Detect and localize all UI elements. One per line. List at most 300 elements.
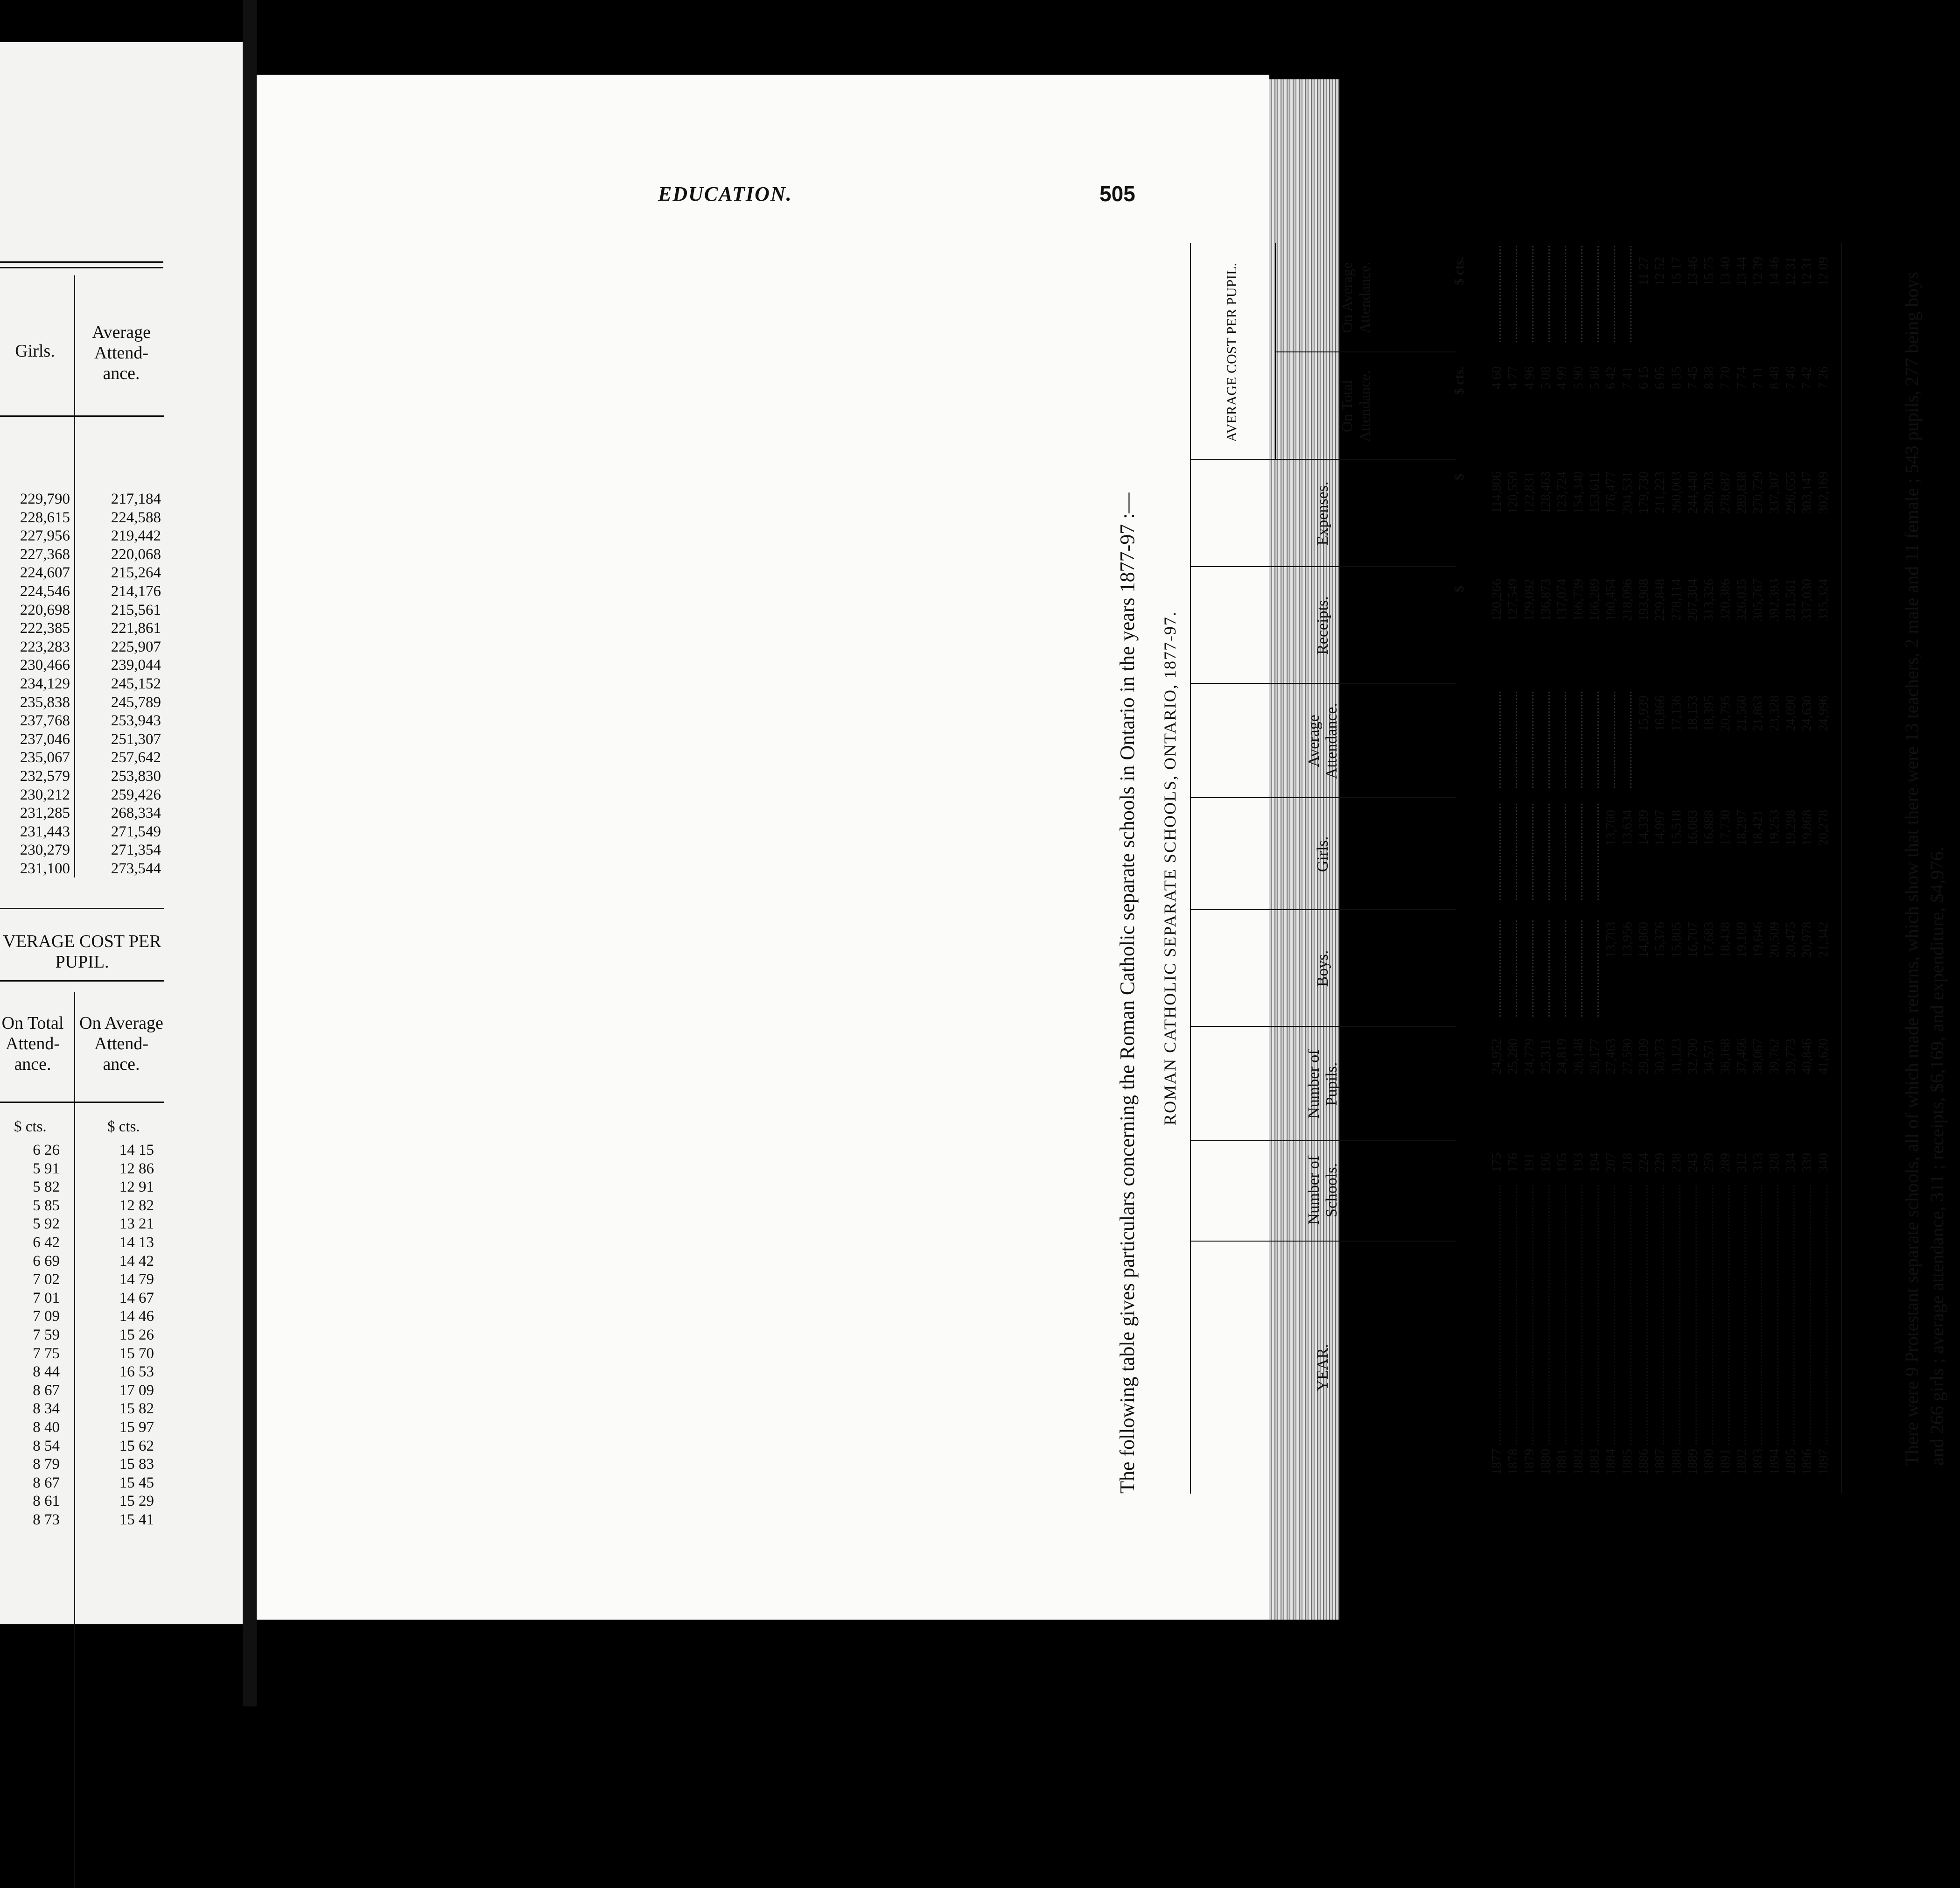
year-cell: 1894 ................................................................................	[1767, 1184, 1782, 1475]
cost-total-cell: 7 41	[1620, 366, 1635, 389]
unit-on-average: $ cts.	[1452, 257, 1467, 285]
pupils-cell: 38,067	[1751, 1039, 1765, 1074]
left-girls-cell: 227,368	[20, 546, 70, 563]
boys-cell: 20,475	[1784, 922, 1798, 958]
cost-total-cell: 6 95	[1653, 366, 1667, 389]
col-header-avg-attendance: Average Attendance.	[1305, 702, 1340, 779]
left-girls-cell: 224,546	[20, 583, 70, 600]
receipts-cell: 335,324	[1816, 579, 1831, 621]
pupils-cell: 39,773	[1784, 1039, 1798, 1074]
expenses-cell: 128,463	[1539, 471, 1553, 514]
table-title: ROMAN CATHOLIC SEPARATE SCHOOLS, ONTARIO, 1877-97.	[1161, 611, 1179, 1125]
empty-cell: ..............................	[1490, 803, 1504, 901]
left-cost-avg-cell: 14 15	[119, 1142, 154, 1158]
left-cost-total-cell: 5 91	[33, 1160, 60, 1177]
cost-avg-cell: 13 46	[1686, 257, 1700, 286]
left-cost-header: VERAGE COST PER PUPIL.	[3, 932, 161, 972]
schools-cell: 339	[1800, 1153, 1814, 1172]
cost-total-cell: 5 86	[1588, 366, 1602, 389]
left-cost-total-cell: 8 67	[33, 1382, 60, 1399]
left-avg-att-cell: 215,561	[111, 601, 161, 618]
year-cell: 1896 ................................................................................	[1800, 1184, 1814, 1475]
left-girls-cell: 231,443	[20, 823, 70, 840]
left-avg-att-cell: 259,426	[111, 786, 161, 803]
left-avg-att-cell: 251,307	[111, 730, 161, 748]
empty-cell: ..............................	[1506, 245, 1520, 343]
intro-text: The following table gives particulars concerning the Roman Catholic separate schools in Ontario in the years 1877-97 :—	[1116, 492, 1139, 1494]
left-girls-cell: 228,615	[20, 509, 70, 526]
left-girls-cell: 230,279	[20, 842, 70, 859]
avg-cell: 24,996	[1816, 695, 1831, 731]
column-rule	[74, 275, 75, 877]
receipts-cell: 278,114	[1669, 579, 1684, 621]
left-cost-total-cell: 8 73	[33, 1511, 60, 1528]
col-group-avg-cost: AVERAGE COST PER PUPIL.	[1224, 263, 1239, 442]
avg-cell: 21,560	[1735, 695, 1749, 731]
left-cost-total-cell: 7 59	[33, 1327, 60, 1343]
expenses-cell: 270,729	[1751, 471, 1765, 514]
cost-avg-cell: 15 17	[1669, 257, 1684, 286]
header-rule	[0, 415, 164, 417]
left-page	[0, 42, 243, 1624]
left-cost-avg-cell: 15 70	[119, 1345, 154, 1362]
year-cell: 1887 ................................................................................	[1653, 1184, 1667, 1475]
cost-avg-cell: 12 31	[1784, 257, 1798, 286]
left-avg-att-cell: 224,588	[111, 509, 161, 526]
left-cost-avg-cell: 14 13	[119, 1234, 154, 1251]
receipts-cell: 337,030	[1800, 579, 1814, 621]
receipts-cell: 267,304	[1686, 579, 1700, 621]
col-header-year: YEAR.	[1314, 1344, 1331, 1391]
empty-cell: ..............................	[1506, 803, 1520, 901]
left-avg-att-cell: 219,442	[111, 527, 161, 545]
empty-cell: ..............................	[1522, 919, 1537, 1018]
left-cost-total-cell: 8 79	[33, 1456, 60, 1473]
left-cost-avg-cell: 15 83	[119, 1456, 154, 1473]
unit-receipts: $	[1452, 586, 1467, 592]
receipts-cell: 392,393	[1767, 579, 1782, 621]
expenses-cell: 303,147	[1800, 471, 1814, 514]
girls-cell: 14,997	[1653, 810, 1667, 846]
receipts-cell: 320,386	[1718, 579, 1733, 621]
empty-cell: ..............................	[1490, 919, 1504, 1018]
book-gutter	[243, 0, 257, 1706]
expenses-cell: 302,169	[1816, 471, 1831, 514]
footnote: There were 9 Protestant separate schools, all of which made returns, which show that there were 13 teachers, 2 male and 11 female ; 543 pupils, 277 being boys and 266 girls ; average attendance, 311 ; receipts, $6,169, and expenditure, $4,976.	[1901, 272, 1947, 1466]
receipts-cell: 193,908	[1637, 579, 1651, 621]
left-avg-att-cell: 217,184	[111, 491, 161, 507]
receipts-cell: 129,092	[1522, 579, 1537, 621]
pupils-cell: 40,846	[1800, 1039, 1814, 1074]
boys-cell: 20,509	[1767, 922, 1782, 958]
year-cell: 1884 ................................................................................	[1604, 1184, 1618, 1475]
schools-cell: 238	[1669, 1153, 1684, 1172]
expenses-cell: 211,223	[1653, 471, 1667, 513]
expenses-cell: 122,831	[1522, 471, 1537, 514]
receipts-cell: 313,326	[1702, 579, 1716, 621]
cost-avg-cell: 13 40	[1718, 257, 1733, 286]
left-girls-cell: 224,607	[20, 564, 70, 582]
expenses-cell: 120,559	[1506, 471, 1520, 514]
left-girls-cell: 222,385	[20, 620, 70, 637]
girls-cell: 16,888	[1702, 810, 1716, 846]
receipts-cell: 166,289	[1588, 579, 1602, 621]
receipts-cell: 166,739	[1571, 579, 1586, 621]
avg-cell: 16,866	[1653, 695, 1667, 731]
schools-cell: 340	[1816, 1153, 1831, 1172]
col-rule	[1190, 1026, 1456, 1027]
col-rule	[1190, 459, 1456, 460]
avg-cell: 24,090	[1784, 695, 1798, 731]
expenses-cell: 123,724	[1555, 471, 1569, 514]
empty-cell: ..............................	[1571, 245, 1586, 343]
schools-cell: 191	[1522, 1153, 1537, 1172]
col-rule	[1190, 566, 1456, 567]
col-rule	[1190, 683, 1456, 684]
empty-cell: ..............................	[1522, 691, 1537, 789]
left-cost-total-cell: 5 82	[33, 1179, 60, 1196]
empty-cell: ..............................	[1490, 245, 1504, 343]
receipts-cell: 137,074	[1555, 579, 1569, 621]
double-rule	[0, 267, 163, 268]
empty-cell: ..............................	[1620, 245, 1635, 343]
expenses-cell: 337,307	[1767, 471, 1782, 514]
left-cost-avg-cell: 15 62	[119, 1437, 154, 1454]
left-on-total-header: On Total Attend-ance.	[1, 1013, 64, 1074]
avg-cell: 24,630	[1800, 695, 1814, 731]
receipts-cell: 331,561	[1784, 579, 1798, 621]
cost-avg-cell: 13 44	[1735, 257, 1749, 286]
empty-cell: ..............................	[1555, 803, 1569, 901]
empty-cell: ..............................	[1555, 245, 1569, 343]
cost-avg-cell: 12 52	[1653, 257, 1667, 286]
left-avg-att-cell: 221,861	[111, 620, 161, 637]
left-avg-att-cell: 215,264	[111, 564, 161, 582]
pupils-cell: 27,463	[1604, 1039, 1618, 1074]
boys-cell: 16,707	[1686, 922, 1700, 958]
empty-cell: ..............................	[1588, 919, 1602, 1018]
left-avg-att-cell: 214,176	[111, 583, 161, 600]
girls-cell: 13,760	[1604, 810, 1618, 846]
pupils-cell: 34,571	[1702, 1039, 1716, 1074]
empty-cell: ..............................	[1588, 691, 1602, 789]
expenses-cell: 176,477	[1604, 471, 1618, 514]
year-cell: 1881 ................................................................................	[1555, 1184, 1569, 1475]
left-unit-1: $ cts.	[14, 1118, 47, 1135]
expenses-cell: 289,838	[1735, 471, 1749, 514]
expenses-cell: 244,440	[1686, 471, 1700, 514]
left-cost-avg-cell: 14 67	[119, 1289, 154, 1306]
left-cost-total-cell: 5 85	[33, 1197, 60, 1214]
left-on-average-header: On Average Attend-ance.	[79, 1013, 163, 1074]
cost-total-cell: 5 90	[1571, 366, 1586, 389]
left-girls-cell: 234,129	[20, 675, 70, 692]
unit-expenses: $	[1452, 474, 1467, 480]
cost-total-cell: 7 74	[1735, 366, 1749, 389]
empty-cell: ..............................	[1539, 245, 1553, 343]
avg-cell: 21,863	[1751, 695, 1765, 731]
expenses-cell: 204,531	[1620, 471, 1635, 514]
receipts-cell: 120,266	[1490, 579, 1504, 621]
cost-total-cell: 8 35	[1669, 366, 1684, 389]
girls-cell: 20,278	[1816, 810, 1831, 846]
table-bottom-rule	[1841, 243, 1842, 1494]
receipts-cell: 326,035	[1735, 579, 1749, 621]
girls-cell: 15,518	[1669, 810, 1684, 846]
left-cost-total-cell: 8 67	[33, 1474, 60, 1491]
col-rule	[1190, 1140, 1456, 1141]
empty-cell: ..............................	[1571, 919, 1586, 1018]
cost-total-cell: 7 45	[1686, 366, 1700, 389]
cost-total-cell: 7 26	[1816, 366, 1831, 389]
avg-cell: 15,939	[1637, 695, 1651, 731]
schools-cell: 194	[1588, 1153, 1602, 1172]
empty-cell: ..............................	[1588, 803, 1602, 901]
empty-cell: ..............................	[1620, 691, 1635, 789]
cost-avg-cell: 12 39	[1751, 257, 1765, 286]
cost-total-cell: 7 42	[1800, 366, 1814, 389]
pupils-cell: 36,168	[1718, 1039, 1733, 1074]
empty-cell: ..............................	[1506, 691, 1520, 789]
left-cost-total-cell: 7 75	[33, 1345, 60, 1362]
cost-total-cell: 8 48	[1767, 366, 1782, 389]
left-cost-avg-cell: 14 42	[119, 1252, 154, 1270]
left-cost-avg-cell: 15 45	[119, 1474, 154, 1491]
empty-cell: ..............................	[1539, 691, 1553, 789]
col-header-receipts: Receipts.	[1314, 596, 1331, 655]
empty-cell: ..............................	[1588, 245, 1602, 343]
boys-cell: 15,805	[1669, 922, 1684, 958]
col-header-expenses: Expenses.	[1314, 481, 1331, 546]
receipts-cell: 127,549	[1506, 579, 1520, 621]
avg-cell: 17,136	[1669, 695, 1684, 731]
pupils-cell: 41,620	[1816, 1039, 1831, 1074]
cost-total-cell: 7 70	[1718, 366, 1733, 389]
left-cost-total-cell: 7 02	[33, 1271, 60, 1288]
group-rule	[1275, 243, 1276, 460]
schools-cell: 289	[1718, 1153, 1733, 1172]
cost-avg-cell: 12 31	[1800, 257, 1814, 286]
cost-total-cell: 4 96	[1522, 366, 1537, 389]
cost-total-cell: 6 15	[1637, 366, 1651, 389]
year-cell: 1886 ................................................................................	[1637, 1184, 1651, 1475]
pupils-cell: 27,590	[1620, 1039, 1635, 1074]
left-cost-avg-cell: 13 21	[119, 1215, 154, 1233]
left-avg-att-header: Average Attend-ance.	[92, 323, 151, 383]
left-avg-att-cell: 253,830	[111, 768, 161, 785]
boys-cell: 21,342	[1816, 922, 1831, 958]
year-cell: 1889 ................................................................................	[1686, 1184, 1700, 1475]
left-cost-avg-cell: 12 86	[119, 1160, 154, 1177]
empty-cell: ..............................	[1490, 691, 1504, 789]
left-avg-att-cell: 245,152	[111, 675, 161, 692]
girls-cell: 13,634	[1620, 810, 1635, 846]
boys-cell: 13,956	[1620, 922, 1635, 958]
cost-total-cell: 7 11	[1751, 366, 1765, 389]
year-cell: 1890 ................................................................................	[1702, 1184, 1716, 1475]
receipts-cell: 229,848	[1653, 579, 1667, 621]
left-girls-cell: 231,100	[20, 860, 70, 877]
schools-cell: 193	[1571, 1153, 1586, 1172]
cost-total-cell: 4 60	[1490, 366, 1504, 389]
left-cost-avg-cell: 15 29	[119, 1493, 154, 1510]
avg-cell: 18,153	[1686, 695, 1700, 731]
boys-cell: 17,683	[1702, 922, 1716, 958]
pupils-cell: 26,148	[1571, 1039, 1586, 1074]
left-avg-att-cell: 273,544	[111, 860, 161, 877]
expenses-cell: 154,340	[1571, 471, 1586, 514]
pupils-cell: 31,123	[1669, 1039, 1684, 1074]
left-cost-total-cell: 8 40	[33, 1419, 60, 1436]
schools-cell: 175	[1490, 1153, 1504, 1172]
pupils-cell: 26,177	[1588, 1039, 1602, 1074]
schools-cell: 229	[1653, 1153, 1667, 1172]
left-girls-cell: 237,046	[20, 730, 70, 748]
left-cost-total-cell: 5 92	[33, 1215, 60, 1233]
boys-cell: 15,376	[1653, 922, 1667, 958]
left-cost-total-cell: 6 26	[33, 1142, 60, 1158]
girls-cell: 17,730	[1718, 810, 1733, 846]
left-cost-avg-cell: 17 09	[119, 1382, 154, 1399]
left-cost-total-cell: 7 01	[33, 1289, 60, 1306]
page-number: 505	[1099, 182, 1135, 206]
year-cell: 1895 ................................................................................	[1784, 1184, 1798, 1475]
col-rule	[1190, 1241, 1456, 1242]
column-rule	[74, 992, 75, 1888]
pupils-cell: 29,199	[1637, 1039, 1651, 1074]
expenses-cell: 179,730	[1637, 471, 1651, 514]
schools-cell: 313	[1751, 1153, 1765, 1172]
schools-cell: 259	[1702, 1153, 1716, 1172]
left-girls-cell: 230,212	[20, 786, 70, 803]
empty-cell: ..............................	[1506, 919, 1520, 1018]
left-avg-att-cell: 271,354	[111, 842, 161, 859]
left-cost-total-cell: 6 69	[33, 1252, 60, 1270]
year-cell: 1897 ................................................................................	[1816, 1184, 1831, 1475]
pupils-cell: 37,466	[1735, 1039, 1749, 1074]
year-cell: 1888 ................................................................................	[1669, 1184, 1684, 1475]
left-cost-avg-cell: 14 79	[119, 1271, 154, 1288]
left-avg-att-cell: 257,642	[111, 749, 161, 766]
schools-cell: 243	[1686, 1153, 1700, 1172]
left-cost-total-cell: 8 61	[33, 1493, 60, 1510]
col-rule	[1276, 351, 1456, 352]
pupils-cell: 24,779	[1522, 1039, 1537, 1074]
schools-cell: 218	[1620, 1153, 1635, 1172]
left-girls-cell: 227,956	[20, 527, 70, 545]
boys-cell: 18,438	[1718, 922, 1733, 958]
year-cell: 1879 ................................................................................	[1522, 1184, 1537, 1475]
section-rule	[0, 908, 164, 909]
boys-cell: 19,169	[1735, 922, 1749, 958]
left-cost-avg-cell: 16 53	[119, 1363, 154, 1381]
empty-cell: ..............................	[1522, 245, 1537, 343]
girls-cell: 19,253	[1767, 810, 1782, 846]
empty-cell: ..............................	[1571, 691, 1586, 789]
col-header-on-total: On Total Attendance.	[1338, 370, 1373, 442]
left-avg-att-cell: 225,907	[111, 638, 161, 655]
cost-total-cell: 4 77	[1506, 366, 1520, 389]
schools-cell: 195	[1555, 1153, 1569, 1172]
schools-cell: 312	[1735, 1153, 1749, 1172]
table-top-rule	[1190, 243, 1191, 1494]
year-cell: 1882 ................................................................................	[1571, 1184, 1586, 1475]
cost-avg-cell: 14 46	[1767, 257, 1782, 286]
pupils-cell: 39,762	[1767, 1039, 1782, 1074]
left-avg-att-cell: 271,549	[111, 823, 161, 840]
left-avg-att-cell: 239,044	[111, 657, 161, 674]
cost-total-cell: 8 38	[1702, 366, 1716, 389]
unit-on-total: $ cts.	[1452, 366, 1467, 395]
cost-total-cell: 5 08	[1539, 366, 1553, 389]
pupils-cell: 32,790	[1686, 1039, 1700, 1074]
left-avg-att-cell: 253,943	[111, 712, 161, 730]
cost-total-cell: 4 99	[1555, 366, 1569, 389]
girls-cell: 19,868	[1800, 810, 1814, 846]
pupils-cell: 25,311	[1539, 1039, 1553, 1074]
left-girls-cell: 220,698	[20, 601, 70, 618]
schools-cell: 224	[1637, 1153, 1651, 1172]
year-cell: 1891 ................................................................................	[1718, 1184, 1733, 1475]
year-cell: 1883 ................................................................................	[1588, 1184, 1602, 1475]
col-header-girls: Girls.	[1314, 836, 1331, 872]
boys-cell: 14,860	[1637, 922, 1651, 958]
boys-cell: 20,978	[1800, 922, 1814, 958]
left-cost-avg-cell: 15 41	[119, 1511, 154, 1528]
left-cost-avg-cell: 15 97	[119, 1419, 154, 1436]
col-header-on-average: On Average Attendance.	[1338, 261, 1373, 334]
schools-cell: 334	[1784, 1153, 1798, 1172]
schools-cell: 196	[1539, 1153, 1553, 1172]
left-girls-cell: 235,838	[20, 694, 70, 711]
receipts-cell: 305,767	[1751, 579, 1765, 621]
cost-avg-cell: 15 75	[1702, 257, 1716, 286]
girls-cell: 19,298	[1784, 810, 1798, 846]
empty-cell: ..............................	[1522, 803, 1537, 901]
left-avg-att-cell: 245,789	[111, 694, 161, 711]
cost-total-cell: 7 46	[1784, 366, 1798, 389]
left-cost-avg-cell: 12 91	[119, 1179, 154, 1196]
receipts-cell: 136,873	[1539, 579, 1553, 621]
left-cost-avg-cell: 12 82	[119, 1197, 154, 1214]
schools-cell: 176	[1506, 1153, 1520, 1172]
empty-cell: ..............................	[1604, 245, 1618, 343]
year-cell: 1878 ................................................................................	[1506, 1184, 1520, 1475]
left-girls-cell: 230,466	[20, 657, 70, 674]
left-cost-total-cell: 7 09	[33, 1308, 60, 1325]
expenses-cell: 296,655	[1784, 471, 1798, 514]
pupils-cell: 30,373	[1653, 1039, 1667, 1074]
double-rule	[0, 261, 163, 263]
left-unit-2: $ cts.	[107, 1118, 140, 1135]
left-avg-att-cell: 220,068	[111, 546, 161, 563]
pupils-cell: 24,819	[1555, 1039, 1569, 1074]
left-cost-total-cell: 8 44	[33, 1363, 60, 1381]
col-rule	[1190, 909, 1456, 910]
col-header-boys: Boys.	[1314, 950, 1331, 987]
left-cost-total-cell: 6 42	[33, 1234, 60, 1251]
girls-cell: 18,297	[1735, 810, 1749, 846]
left-cost-avg-cell: 15 82	[119, 1400, 154, 1418]
boys-cell: 13,703	[1604, 922, 1618, 958]
schools-cell: 328	[1767, 1153, 1782, 1172]
expenses-cell: 114,806	[1490, 471, 1504, 513]
girls-cell: 16,083	[1686, 810, 1700, 846]
empty-cell: ..............................	[1555, 919, 1569, 1018]
left-girls-cell: 223,283	[20, 638, 70, 655]
empty-cell: ..............................	[1539, 919, 1553, 1018]
empty-cell: ..............................	[1555, 691, 1569, 789]
